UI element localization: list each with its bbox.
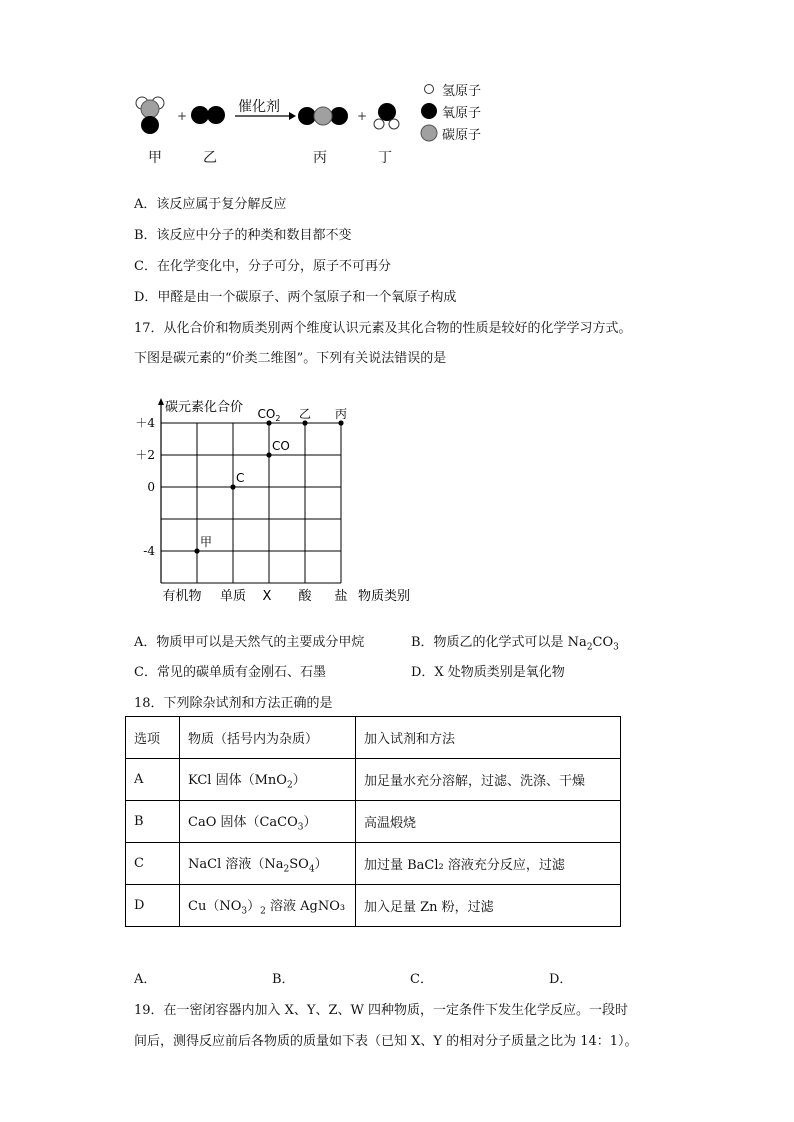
data-point <box>338 420 343 425</box>
row-substance: NaCl 溶液$(Na_2SO_4)$ <box>180 843 356 885</box>
q16-option-a[interactable]: A．该反应属于复分解反应 <box>134 197 287 212</box>
legend-oxygen: 氧原子 <box>420 100 481 122</box>
q17-stem-line1: 17．从化合价和物质类别两个维度认识元素及其化合物的性质是较好的化学学习方式。 <box>134 321 632 336</box>
row-option: D <box>126 885 180 927</box>
hydrogen-atom-icon <box>420 80 438 98</box>
data-point <box>230 484 235 489</box>
y-tick-label: ＋2 <box>135 448 155 462</box>
legend-hydrogen: 氢原子 <box>420 78 481 100</box>
y-axis-label: 碳元素化合价 <box>165 400 244 415</box>
y-tick-label: 0 <box>147 480 155 494</box>
oxygen-atom-icon <box>420 102 438 120</box>
y-axis-arrow-icon <box>158 398 164 405</box>
x-tick-label: 盐 <box>334 589 348 604</box>
valence-category-chart <box>125 395 445 615</box>
label-bing: 丙 <box>313 150 327 166</box>
arrow-head <box>289 112 296 120</box>
data-point <box>266 452 271 457</box>
x-tick-label: 单质 <box>219 589 247 604</box>
y-tick-label: ＋4 <box>135 416 155 430</box>
row-substance: $Cu(NO_3)_2$ 溶液 AgNO₃ <box>180 885 356 927</box>
q18-table <box>125 716 621 927</box>
data-point <box>194 548 199 553</box>
row-method: 加过量 BaCl₂ 溶液充分反应，过滤 <box>356 843 621 885</box>
atom-legend <box>420 78 481 144</box>
data-label: C <box>236 471 245 485</box>
row-substance: CaO 固体（CaCO$_3$） <box>180 801 356 843</box>
q16-option-d[interactable]: D．甲醛是由一个碳原子、两个氢原子和一个氧原子构成 <box>134 290 457 305</box>
table-header-row <box>126 717 621 759</box>
data-point <box>266 420 271 425</box>
q19-stem-line1: 19．在一密闭容器内加入 X、Y、Z、W 四种物质，一定条件下发生化学反应。一段时 <box>134 1003 629 1018</box>
q18-answer-d[interactable]: D． <box>549 972 573 987</box>
molecule-jia <box>136 97 164 134</box>
x-axis-label: 物质类别 <box>358 589 411 604</box>
q17-stem-line2: 下图是碳元素的“价类二维图”。下列有关说法错误的是 <box>134 351 447 366</box>
legend-carbon: 碳原子 <box>420 122 481 144</box>
data-point <box>302 420 307 425</box>
data-label: 乙 <box>298 407 312 421</box>
label-jia: 甲 <box>148 150 162 166</box>
q19-stem-line2: 间后，测得反应前后各物质的质量如下表（已知 X、Y 的相对分子质量之比为 14：1）。 <box>134 1034 638 1049</box>
row-method: 高温煅烧 <box>356 801 621 843</box>
table-row <box>126 843 621 885</box>
x-tick-label: 酸 <box>298 589 312 604</box>
q16-option-c[interactable]: C．在化学变化中，分子可分，原子不可再分 <box>134 259 391 274</box>
carbon-atom-icon <box>420 124 438 142</box>
molecule-bing <box>298 107 348 125</box>
row-option: B <box>126 801 180 843</box>
q18-answer-b[interactable]: B． <box>272 972 295 987</box>
q18-answer-c[interactable]: C． <box>410 972 433 987</box>
data-label: 甲 <box>200 535 213 549</box>
data-label: 丙 <box>334 407 348 421</box>
row-method: 加入足量 Zn 粉，过滤 <box>356 885 621 927</box>
row-substance: KCl 固体（MnO$_2$） <box>180 759 356 801</box>
table-row <box>126 885 621 927</box>
data-label: CO <box>272 439 290 453</box>
plus-sign-1: + <box>177 109 188 123</box>
data-label: $CO_2$ <box>257 407 281 423</box>
q17-option-a[interactable]: A．物质甲可以是天然气的主要成分甲烷 <box>134 635 365 650</box>
molecule-yi <box>191 106 225 124</box>
x-tick-label: X <box>262 589 272 604</box>
table-row <box>126 801 621 843</box>
plus-sign-2: + <box>357 109 368 123</box>
header-method: 加入试剂和方法 <box>356 717 621 759</box>
y-tick-label: -4 <box>143 544 155 558</box>
q18-stem: 18．下列除杂试剂和方法正确的是 <box>134 696 333 711</box>
molecule-ding <box>374 103 399 129</box>
q18-answer-a[interactable]: A． <box>134 972 157 987</box>
row-method: 加足量水充分溶解，过滤、洗涤、干燥 <box>356 759 621 801</box>
q17-option-c[interactable]: C．常见的碳单质有金刚石、石墨 <box>134 665 326 680</box>
row-option: C <box>126 843 180 885</box>
header-substance: 物质（括号内为杂质） <box>180 717 356 759</box>
q17-option-d[interactable]: D．X 处物质类别是氧化物 <box>411 665 565 680</box>
table-row <box>126 759 621 801</box>
label-ding: 丁 <box>378 150 392 166</box>
x-tick-label: 有机物 <box>162 589 202 604</box>
label-yi: 乙 <box>203 150 217 166</box>
header-option: 选项 <box>126 717 180 759</box>
row-option: A <box>126 759 180 801</box>
q17-option-b[interactable]: B．物质乙的化学式可以是 $Na_2CO_3$ <box>411 635 619 653</box>
catalyst-label: 催化剂 <box>238 99 280 115</box>
q16-option-b[interactable]: B．该反应中分子的种类和数目都不变 <box>134 228 352 243</box>
